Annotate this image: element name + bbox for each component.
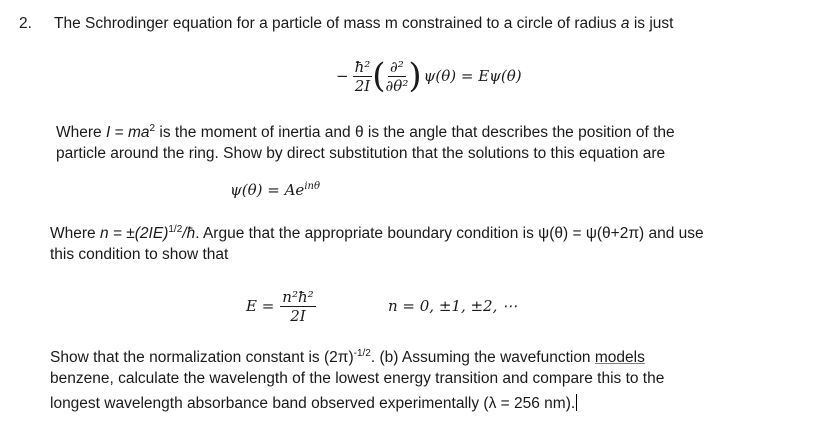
intro-variable: a — [620, 15, 630, 32]
eq1-prefactor-num: ħ² — [354, 57, 371, 76]
p3-sup: -1/2 — [353, 348, 371, 359]
p2-sup: 1/2 — [168, 224, 183, 235]
p1-where: Where — [56, 124, 106, 141]
paragraph-1-line-2: particle around the ring. Show by direct substitution that the solutions to this equation are — [56, 145, 666, 162]
eq1-derivative — [386, 59, 409, 94]
problem-number: 2. — [19, 15, 32, 32]
intro-end: is just — [629, 15, 674, 32]
eq2-exponent: inθ — [304, 181, 320, 192]
eq3-fraction — [280, 289, 315, 324]
p3-start: Show that the normalization constant is (2π) — [50, 349, 354, 366]
solution-equation — [230, 181, 320, 199]
paragraph-2-line-1 — [50, 220, 704, 244]
eq1-left-paren: ( — [372, 56, 386, 96]
eq1-derivative-den: ∂θ² — [385, 76, 409, 95]
eq3-num: n²ħ² — [282, 287, 314, 306]
paragraph-3-line-2: benzene, calculate the wavelength of the lowest energy transition and compare this to the — [50, 370, 665, 387]
p1-I: I — [105, 124, 111, 141]
eq1-prefactor — [353, 59, 373, 94]
p1-ma: ma — [127, 124, 150, 141]
p1-equals: = — [110, 124, 128, 141]
p2-rest: . Argue that the appropriate boundary condition is ψ(θ) = ψ(θ+2π) and use — [195, 225, 704, 242]
eq1-rhs: ψ(θ) = Eψ(θ) — [423, 67, 522, 85]
p3-last: longest wavelength absorbance band observed experimentally (λ = 256 nm). — [50, 395, 576, 412]
intro-text: The Schrodinger equation for a particle of mass m constrained to a circle of radius — [54, 15, 617, 32]
p3-mid: . (b) Assuming the wavefunction — [370, 349, 595, 366]
paragraph-3-line-3 — [50, 394, 577, 414]
paragraph-3-line-1 — [50, 344, 645, 368]
paragraph-1-line-1 — [56, 119, 675, 143]
eq1-minus: − — [336, 67, 349, 85]
p1-sup: 2 — [149, 123, 156, 134]
models-link[interactable]: models — [594, 349, 645, 366]
n-values: n = 0, ±1, ±2, ⋯ — [388, 297, 518, 315]
eq1-derivative-num: ∂² — [390, 57, 404, 76]
energy-equation — [246, 282, 316, 330]
intro-line — [54, 14, 673, 34]
p2-expr: = ±(2IE) — [108, 225, 169, 242]
p1-rest: is the moment of inertia and θ is the angle that describes the position of the — [155, 124, 675, 141]
eq3-den: 2I — [290, 306, 306, 325]
p2-hbar: /ħ — [182, 225, 196, 242]
eq1-right-paren: ) — [408, 56, 422, 96]
eq1-prefactor-den: 2I — [354, 76, 371, 95]
paragraph-2-line-2: this condition to show that — [50, 246, 229, 263]
text-cursor — [576, 394, 577, 411]
eq2-main: ψ(θ) = Ae — [230, 181, 305, 199]
p2-where: Where — [50, 225, 100, 242]
eq3-lhs: E = — [246, 297, 275, 315]
schrodinger-equation — [336, 52, 522, 100]
p2-n: n — [99, 225, 109, 242]
